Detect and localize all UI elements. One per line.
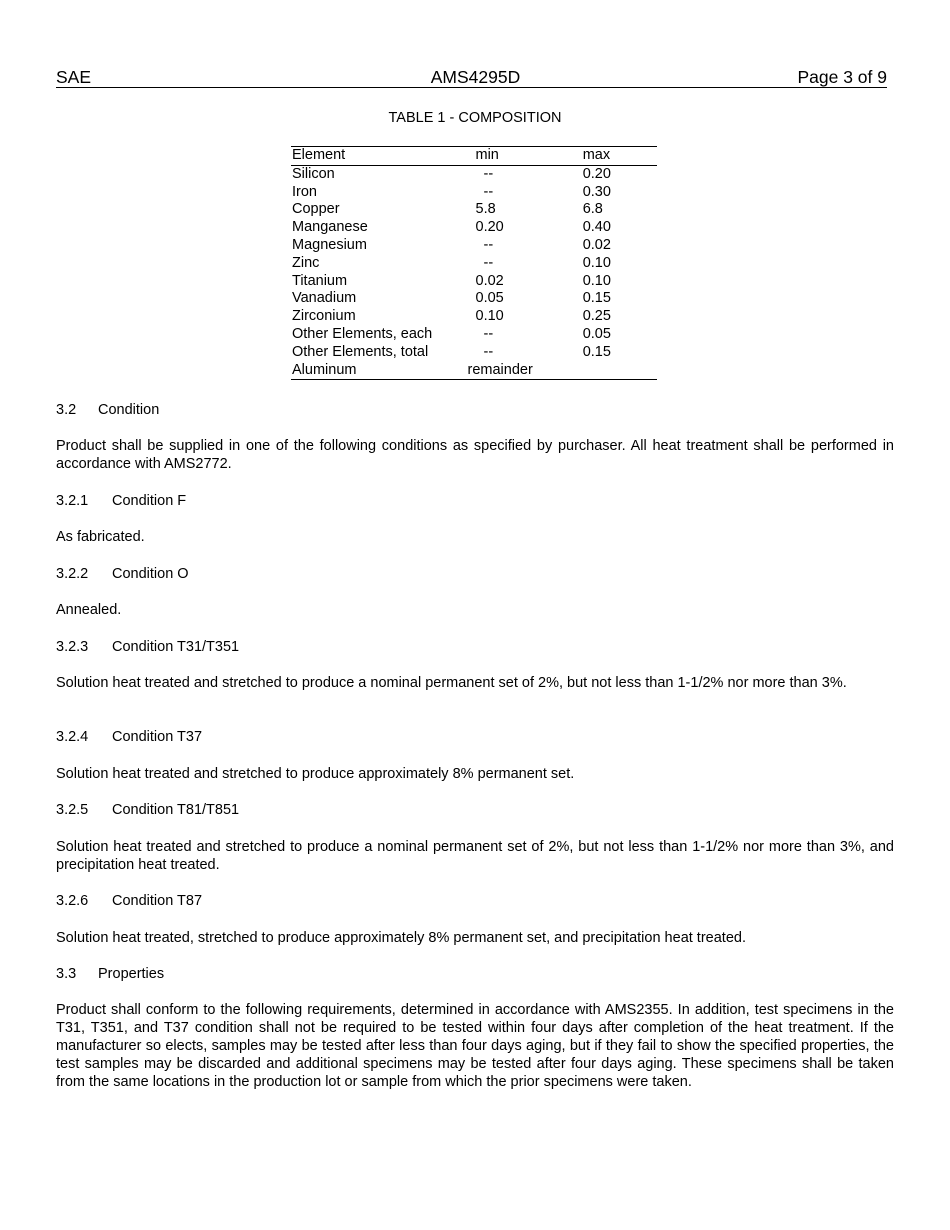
- section-title: Condition F: [112, 493, 187, 509]
- element-cell: Titanium: [292, 272, 348, 289]
- max-cell: 0.25: [582, 308, 611, 325]
- section-paragraph-3-2-2: Annealed.: [56, 602, 122, 618]
- section-number: 3.2.5: [56, 802, 89, 818]
- max-cell: 0.02: [582, 236, 611, 253]
- element-cell: Vanadium: [292, 290, 357, 307]
- section-heading-3-2-1: [56, 492, 894, 510]
- section-heading-3-2-5: [56, 801, 894, 819]
- element-cell: Copper: [292, 201, 340, 218]
- section-paragraph-3-2-6: Solution heat treated, stretched to produce approximately 8% permanent set, and precipitation heat treated.: [56, 930, 746, 946]
- table-row: [291, 308, 657, 326]
- section-number: 3.2.1: [56, 493, 89, 509]
- table-row: [291, 344, 657, 362]
- table-row: [291, 255, 657, 273]
- max-cell: 0.30: [582, 183, 611, 200]
- element-cell: Manganese: [292, 219, 368, 236]
- section-title: Condition T87: [112, 893, 203, 909]
- min-cell: 0.10: [475, 308, 504, 325]
- section-title: Condition: [98, 402, 160, 418]
- min-cell: remainder: [467, 361, 533, 378]
- section-paragraph-3-2: Product shall be supplied in one of the following conditions as specified by purchaser. All heat treatment shall be performed in accordance with AMS2772.: [56, 438, 894, 472]
- section-title: Condition T81/T851: [112, 802, 240, 818]
- min-cell: --: [483, 325, 494, 342]
- column-header-max: max: [582, 147, 611, 163]
- section-heading-3-2: [56, 401, 894, 419]
- section-number: 3.2.6: [56, 893, 89, 909]
- section-heading-3-3: [56, 965, 894, 983]
- section-paragraph-3-2-1: As fabricated.: [56, 529, 145, 545]
- element-cell: Other Elements, each: [292, 325, 433, 342]
- element-cell: Other Elements, total: [292, 343, 429, 360]
- min-cell: 0.02: [475, 272, 504, 289]
- table-header-row: [291, 147, 657, 166]
- section-title: Condition T37: [112, 729, 203, 745]
- section-title: Condition T31/T351: [112, 639, 240, 655]
- max-cell: 0.10: [582, 254, 611, 271]
- max-cell: 6.8: [582, 201, 603, 218]
- max-cell: [573, 362, 657, 380]
- table-row: [291, 219, 657, 237]
- section-number: 3.2.4: [56, 729, 89, 745]
- element-cell: Zinc: [292, 254, 320, 271]
- section-number: 3.2.2: [56, 566, 89, 582]
- section-heading-3-2-2: [56, 565, 894, 583]
- table-row: [291, 326, 657, 344]
- section-paragraph-3-3: Product shall conform to the following requirements, determined in accordance with AMS2355. In addition, test specimens in the T31, T351, and T37 condition shall not be required to be tested within four days after completion of the heat treatment. If the manufacturer so elects, samples may be tested after less than four days aging, but if they fail to show the specified properties, the test samples may be discarded and additional specimens may be tested after four days aging. These specimens shall be taken from the same locations in the production lot or sample from which the prior specimens were taken.: [56, 1002, 894, 1090]
- element-cell: Magnesium: [292, 236, 367, 253]
- table-row: [291, 165, 657, 183]
- table-title: TABLE 1 - COMPOSITION: [388, 110, 562, 126]
- min-cell: --: [483, 254, 494, 271]
- min-cell: 0.05: [475, 290, 504, 307]
- table-row: [291, 237, 657, 255]
- section-paragraph-3-2-5: Solution heat treated and stretched to produce a nominal permanent set of 2%, but not less than 1-1/2% nor more than 3%, and precipitation heat treated.: [56, 839, 894, 873]
- column-header-min: min: [475, 147, 499, 163]
- table-row: [291, 273, 657, 291]
- max-cell: 0.15: [582, 343, 611, 360]
- max-cell: 0.20: [582, 165, 611, 182]
- page-header: [56, 66, 887, 88]
- min-cell: --: [483, 343, 494, 360]
- section-heading-3-2-4: [56, 728, 894, 746]
- section-title: Properties: [98, 966, 165, 982]
- element-cell: Aluminum: [292, 361, 357, 378]
- header-doc-number: AMS4295D: [430, 67, 521, 87]
- section-title: Condition O: [112, 566, 189, 582]
- header-page-number: Page 3 of 9: [797, 67, 887, 87]
- composition-table: [291, 146, 657, 380]
- max-cell: 0.15: [582, 290, 611, 307]
- max-cell: 0.05: [582, 325, 611, 342]
- column-header-element: Element: [292, 147, 346, 163]
- min-cell: --: [483, 165, 494, 182]
- element-cell: Zirconium: [292, 308, 356, 325]
- min-cell: --: [483, 183, 494, 200]
- max-cell: 0.40: [582, 219, 611, 236]
- max-cell: 0.10: [582, 272, 611, 289]
- min-cell: 5.8: [475, 201, 496, 218]
- section-heading-3-2-6: [56, 892, 894, 910]
- section-heading-3-2-3: [56, 638, 894, 656]
- section-number: 3.3: [56, 966, 77, 982]
- element-cell: Iron: [292, 183, 317, 200]
- header-org: SAE: [56, 67, 92, 87]
- table-row: [291, 201, 657, 219]
- min-cell: 0.20: [475, 219, 504, 236]
- section-paragraph-3-2-4: Solution heat treated and stretched to produce approximately 8% permanent set.: [56, 766, 575, 782]
- section-number: 3.2.3: [56, 639, 89, 655]
- min-cell: --: [483, 236, 494, 253]
- table-row: [291, 290, 657, 308]
- table-row: [291, 184, 657, 202]
- section-paragraph-3-2-3: Solution heat treated and stretched to produce a nominal permanent set of 2%, but not less than 1-1/2% nor more than 3%.: [56, 675, 847, 691]
- element-cell: Silicon: [292, 165, 335, 182]
- table-row: [291, 362, 657, 380]
- section-number: 3.2: [56, 402, 77, 418]
